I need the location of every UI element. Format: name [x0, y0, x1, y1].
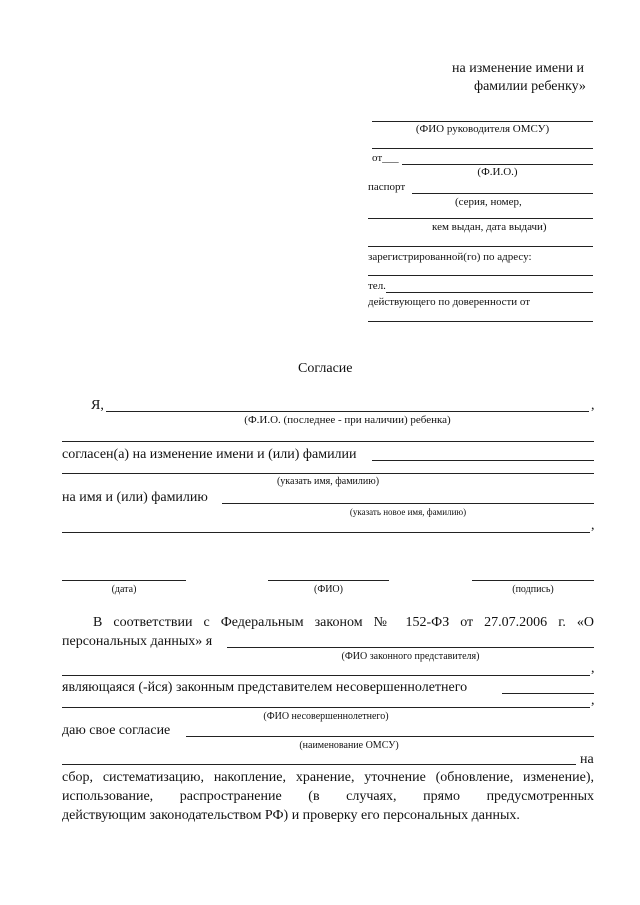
signature-hint: (подпись)	[512, 584, 554, 595]
minor-fio-continued-field[interactable]	[62, 707, 590, 708]
child-fio-hint: (Ф.И.О. (последнее - при наличии) ребенка)	[244, 414, 451, 426]
passport-label: паспорт	[368, 181, 406, 193]
proxy-label: действующего по доверенности от	[368, 296, 531, 308]
signer-fio-hint: (ФИО)	[313, 584, 343, 595]
minor-comma: ,	[591, 693, 595, 708]
minor-fio-field[interactable]	[502, 693, 594, 694]
applicant-fio-hint: (Ф.И.О.)	[477, 166, 518, 178]
address-field[interactable]	[368, 275, 593, 276]
signer-fio-field[interactable]	[268, 580, 389, 581]
passport-issued-hint: кем выдан, дата выдачи)	[432, 221, 547, 233]
applicant-line-1[interactable]	[372, 148, 593, 149]
date-hint: (дата)	[111, 584, 137, 595]
agree-text: согласен(а) на изменение имени и (или) фамилии	[62, 447, 357, 462]
agree-name-field[interactable]	[372, 460, 594, 461]
page-title: Согласие	[298, 361, 353, 376]
registered-label: зарегистрированной(го) по адресу:	[368, 251, 532, 263]
child-fio-continued-field[interactable]	[62, 441, 594, 442]
signature-field[interactable]	[472, 580, 594, 581]
new-name-hint: (указать новое имя, фамилию)	[349, 507, 467, 517]
pd-final-line2: использование, распространение (в случаях, прямо предусмотренных	[62, 789, 594, 804]
specify-hint: (указать имя, фамилию)	[276, 476, 380, 487]
phone-label: тел.	[368, 280, 386, 292]
omsu-head-field[interactable]	[372, 121, 593, 122]
on-word: на	[580, 752, 594, 767]
rep-fio-field[interactable]	[227, 647, 594, 648]
child-fio-comma: ,	[591, 398, 595, 413]
rep-fio-hint: (ФИО законного представителя)	[341, 651, 480, 662]
proxy-field[interactable]	[368, 321, 593, 322]
date-field[interactable]	[62, 580, 186, 581]
omsu-name-field[interactable]	[186, 736, 594, 737]
rep-fio-continued-field[interactable]	[62, 675, 590, 676]
from-label: от___	[372, 152, 399, 164]
header-subject-line1: на изменение имени и	[452, 61, 585, 76]
pd-para-line1: В соответствии с Федеральным законом № 152-ФЗ от 27.07.2006 г. «О	[93, 615, 594, 630]
agree-name-continued-field[interactable]	[62, 473, 594, 474]
minor-fio-hint: (ФИО несовершеннолетнего)	[263, 711, 389, 722]
omsu-name-continued-field[interactable]	[62, 764, 576, 765]
being-rep-text: являющаяся (-йся) законным представителем несовершеннолетнего	[62, 680, 468, 695]
passport-hint: (серия, номер,	[455, 196, 522, 208]
passport-extra-field[interactable]	[368, 246, 593, 247]
header-subject-line2: фамилии ребенку»	[474, 79, 586, 94]
new-name-comma: ,	[591, 518, 595, 533]
pd-final-line3: действующим законодательством РФ) и проверку его персональных данных.	[62, 808, 520, 823]
new-name-continued-field[interactable]	[62, 532, 590, 533]
omsu-head-hint: (ФИО руководителя ОМСУ)	[415, 123, 550, 135]
child-fio-field[interactable]	[106, 411, 589, 412]
to-name-text: на имя и (или) фамилию	[62, 490, 208, 505]
rep-comma: ,	[591, 661, 595, 676]
passport-field[interactable]	[412, 193, 593, 194]
new-name-field[interactable]	[222, 503, 594, 504]
phone-field[interactable]	[386, 292, 593, 293]
give-consent-text: даю свое согласие	[62, 723, 171, 738]
i-label: Я,	[91, 398, 104, 413]
passport-issued-field[interactable]	[368, 218, 593, 219]
applicant-fio-field[interactable]	[402, 164, 593, 165]
pd-final-line1: сбор, систематизацию, накопление, хранение, уточнение (обновление, изменение),	[62, 770, 594, 785]
pd-para-line2: персональных данных» я	[62, 634, 213, 649]
omsu-name-hint: (наименование ОМСУ)	[299, 740, 399, 751]
